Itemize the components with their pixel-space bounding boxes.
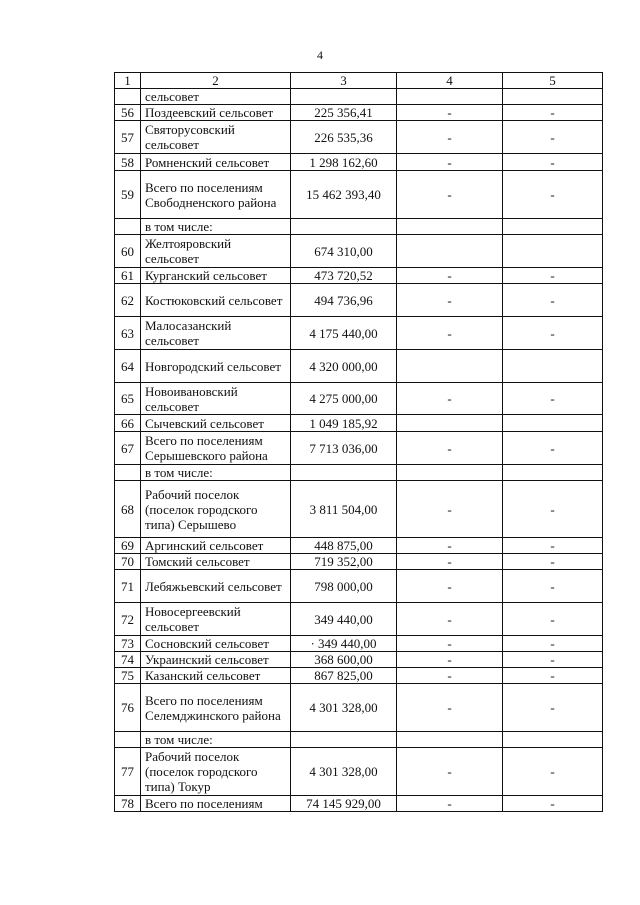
table-row — [115, 284, 603, 317]
column-4-cell: - — [397, 317, 503, 350]
column-4-cell: - — [397, 268, 503, 284]
column-5-cell: - — [503, 432, 603, 465]
table-row — [115, 415, 603, 432]
settlement-name-cell: Сосновский сельсовет — [141, 636, 291, 652]
column-4-cell: - — [397, 603, 503, 636]
column-5-cell: - — [503, 317, 603, 350]
column-4-cell — [397, 219, 503, 235]
settlement-name-cell: в том числе: — [141, 732, 291, 748]
table-row — [115, 432, 603, 465]
settlement-name-cell: Сычевский сельсовет — [141, 415, 291, 432]
amount-cell: 473 720,52 — [291, 268, 397, 284]
page-number: 4 — [317, 48, 323, 62]
row-number-cell: 75 — [115, 668, 141, 684]
column-4-cell: - — [397, 796, 503, 812]
row-number-cell: 74 — [115, 652, 141, 668]
column-4-cell: - — [397, 668, 503, 684]
column-4-cell — [397, 415, 503, 432]
column-4-cell: - — [397, 538, 503, 554]
column-5-cell — [503, 415, 603, 432]
column-4-cell: - — [397, 652, 503, 668]
settlement-name-cell: Всего по поселениям Свободненского района — [141, 171, 291, 219]
column-4-cell: - — [397, 171, 503, 219]
column-5-cell: - — [503, 171, 603, 219]
table-row — [115, 317, 603, 350]
settlement-name-cell: Лебяжьевский сельсовет — [141, 570, 291, 603]
amount-cell: 867 825,00 — [291, 668, 397, 684]
column-4-cell: - — [397, 481, 503, 538]
row-number-cell: 56 — [115, 105, 141, 121]
row-number-cell: 69 — [115, 538, 141, 554]
table-row — [115, 668, 603, 684]
row-number-cell: 73 — [115, 636, 141, 652]
table-row — [115, 732, 603, 748]
table-row — [115, 105, 603, 121]
settlement-name-cell: в том числе: — [141, 219, 291, 235]
row-number-cell: 76 — [115, 684, 141, 732]
column-5-cell: - — [503, 603, 603, 636]
row-number-cell: 68 — [115, 481, 141, 538]
amount-cell — [291, 465, 397, 481]
settlement-name-cell: Всего по поселениям — [141, 796, 291, 812]
settlement-name-cell: Казанский сельсовет — [141, 668, 291, 684]
settlement-name-cell: Курганский сельсовет — [141, 268, 291, 284]
settlement-name-cell: Украинский сельсовет — [141, 652, 291, 668]
column-4-cell: - — [397, 284, 503, 317]
row-number-cell: 67 — [115, 432, 141, 465]
column-4-cell: - — [397, 748, 503, 796]
settlement-name-cell: Желтояровский сельсовет — [141, 235, 291, 268]
row-number-cell — [115, 732, 141, 748]
column-5-cell: - — [503, 748, 603, 796]
row-number-cell: 77 — [115, 748, 141, 796]
row-number-cell: 72 — [115, 603, 141, 636]
row-number-cell: 62 — [115, 284, 141, 317]
table-row — [115, 796, 603, 812]
row-number-cell: 63 — [115, 317, 141, 350]
amount-cell: 4 275 000,00 — [291, 383, 397, 415]
settlement-name-cell: Малосазанский сельсовет — [141, 317, 291, 350]
table-row — [115, 748, 603, 796]
column-4-cell: - — [397, 154, 503, 171]
table-row — [115, 652, 603, 668]
column-4-cell: - — [397, 570, 503, 603]
column-4-cell: - — [397, 554, 503, 570]
row-number-cell: 60 — [115, 235, 141, 268]
settlement-name-cell: Рабочий поселок (поселок городского типа) Серышево — [141, 481, 291, 538]
column-5-cell: - — [503, 383, 603, 415]
table-row — [115, 268, 603, 284]
amount-cell: 719 352,00 — [291, 554, 397, 570]
settlement-name-cell: Томский сельсовет — [141, 554, 291, 570]
header-cell: 5 — [503, 73, 603, 89]
header-cell: 1 — [115, 73, 141, 89]
settlement-name-cell: сельсовет — [141, 89, 291, 105]
row-number-cell — [115, 89, 141, 105]
table-row — [115, 481, 603, 538]
table-row — [115, 636, 603, 652]
row-number-cell: 71 — [115, 570, 141, 603]
settlement-name-cell: Всего по поселениям Селемджинского района — [141, 684, 291, 732]
amount-cell: 7 713 036,00 — [291, 432, 397, 465]
column-4-cell: - — [397, 432, 503, 465]
column-4-cell — [397, 350, 503, 383]
table-row — [115, 383, 603, 415]
column-5-cell: - — [503, 154, 603, 171]
table-row — [115, 603, 603, 636]
table-header-row — [115, 73, 603, 89]
row-number-cell: 66 — [115, 415, 141, 432]
amount-cell: 674 310,00 — [291, 235, 397, 268]
settlement-name-cell: Ромненский сельсовет — [141, 154, 291, 171]
row-number-cell — [115, 219, 141, 235]
column-5-cell — [503, 235, 603, 268]
table-row — [115, 350, 603, 383]
column-5-cell: - — [503, 284, 603, 317]
row-number-cell: 70 — [115, 554, 141, 570]
table-row — [115, 89, 603, 105]
column-4-cell: - — [397, 636, 503, 652]
column-4-cell — [397, 732, 503, 748]
settlement-name-cell: Всего по поселениям Серышевского района — [141, 432, 291, 465]
column-5-cell: - — [503, 796, 603, 812]
row-number-cell: 64 — [115, 350, 141, 383]
table-row — [115, 465, 603, 481]
amount-cell: 225 356,41 — [291, 105, 397, 121]
amount-cell: 1 049 185,92 — [291, 415, 397, 432]
settlement-name-cell: Костюковский сельсовет — [141, 284, 291, 317]
amount-cell: 448 875,00 — [291, 538, 397, 554]
amount-cell: · 349 440,00 — [291, 636, 397, 652]
amount-cell: 494 736,96 — [291, 284, 397, 317]
settlement-name-cell: Аргинский сельсовет — [141, 538, 291, 554]
column-5-cell: - — [503, 636, 603, 652]
amount-cell: 368 600,00 — [291, 652, 397, 668]
amount-cell: 4 301 328,00 — [291, 748, 397, 796]
header-cell: 3 — [291, 73, 397, 89]
amount-cell: 4 301 328,00 — [291, 684, 397, 732]
amount-cell: 226 535,36 — [291, 121, 397, 154]
amount-cell: 4 320 000,00 — [291, 350, 397, 383]
table-row — [115, 219, 603, 235]
settlement-name-cell: в том числе: — [141, 465, 291, 481]
column-5-cell: - — [503, 570, 603, 603]
table-row — [115, 235, 603, 268]
amount-cell: 1 298 162,60 — [291, 154, 397, 171]
column-5-cell: - — [503, 668, 603, 684]
table-row — [115, 171, 603, 219]
settlement-name-cell: Новосергеевский сельсовет — [141, 603, 291, 636]
amount-cell: 74 145 929,00 — [291, 796, 397, 812]
table-row — [115, 154, 603, 171]
table-row — [115, 684, 603, 732]
table-row — [115, 538, 603, 554]
amount-cell: 4 175 440,00 — [291, 317, 397, 350]
column-5-cell — [503, 350, 603, 383]
column-5-cell: - — [503, 538, 603, 554]
settlement-name-cell: Святорусовский сельсовет — [141, 121, 291, 154]
column-4-cell: - — [397, 684, 503, 732]
row-number-cell: 78 — [115, 796, 141, 812]
amount-cell: 15 462 393,40 — [291, 171, 397, 219]
column-5-cell: - — [503, 105, 603, 121]
column-4-cell: - — [397, 121, 503, 154]
column-5-cell: - — [503, 121, 603, 154]
table-row — [115, 554, 603, 570]
row-number-cell: 58 — [115, 154, 141, 171]
column-5-cell: - — [503, 268, 603, 284]
header-cell: 4 — [397, 73, 503, 89]
column-5-cell — [503, 219, 603, 235]
row-number-cell: 65 — [115, 383, 141, 415]
row-number-cell: 61 — [115, 268, 141, 284]
column-4-cell — [397, 89, 503, 105]
amount-cell — [291, 732, 397, 748]
amount-cell: 798 000,00 — [291, 570, 397, 603]
column-4-cell — [397, 465, 503, 481]
amount-cell: 349 440,00 — [291, 603, 397, 636]
budget-table — [114, 72, 603, 812]
amount-cell — [291, 219, 397, 235]
column-4-cell: - — [397, 105, 503, 121]
column-5-cell — [503, 732, 603, 748]
column-5-cell: - — [503, 481, 603, 538]
column-5-cell — [503, 89, 603, 105]
settlement-name-cell: Поздеевский сельсовет — [141, 105, 291, 121]
column-5-cell: - — [503, 554, 603, 570]
settlement-name-cell: Новгородский сельсовет — [141, 350, 291, 383]
table-row — [115, 570, 603, 603]
column-5-cell: - — [503, 684, 603, 732]
settlement-name-cell: Рабочий поселок (поселок городского типа) Токур — [141, 748, 291, 796]
row-number-cell: 57 — [115, 121, 141, 154]
header-cell: 2 — [141, 73, 291, 89]
settlement-name-cell: Новоивановский сельсовет — [141, 383, 291, 415]
column-4-cell: - — [397, 383, 503, 415]
column-5-cell — [503, 465, 603, 481]
column-5-cell: - — [503, 652, 603, 668]
column-4-cell — [397, 235, 503, 268]
table-row — [115, 121, 603, 154]
amount-cell — [291, 89, 397, 105]
row-number-cell: 59 — [115, 171, 141, 219]
amount-cell: 3 811 504,00 — [291, 481, 397, 538]
row-number-cell — [115, 465, 141, 481]
